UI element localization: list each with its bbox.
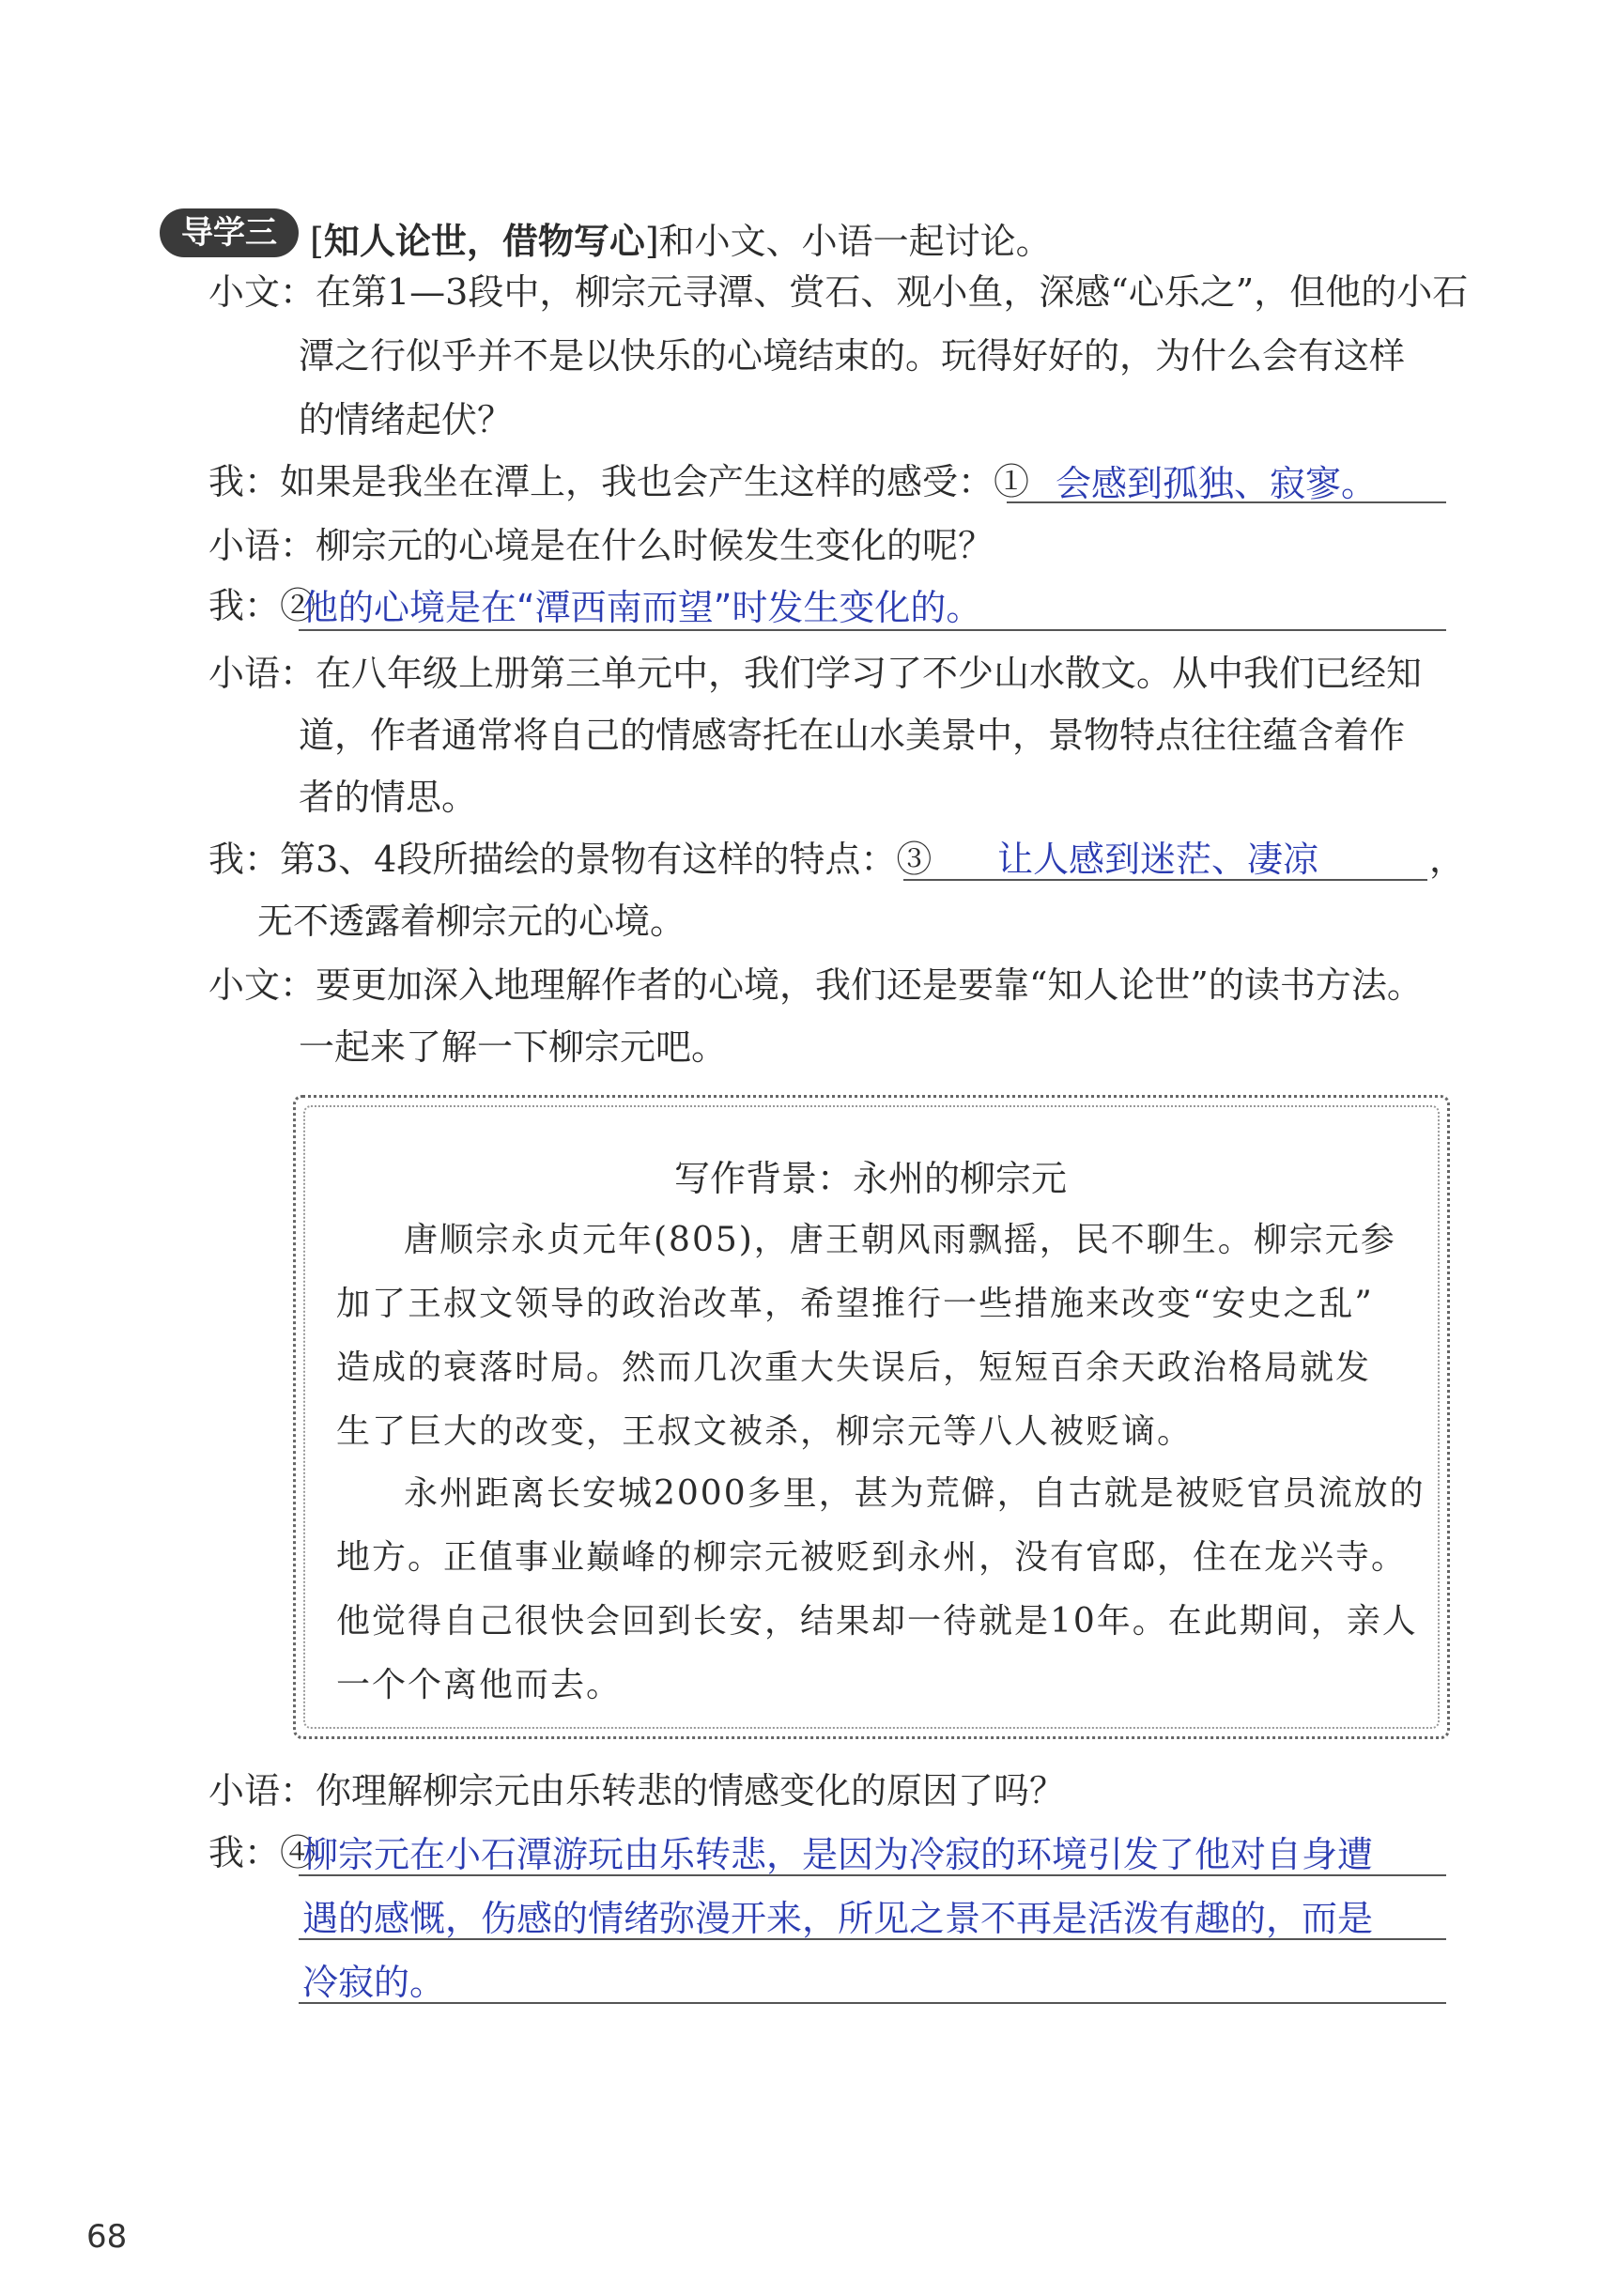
section-header	[310, 212, 1052, 264]
answer-4-line-1: 柳宗元在小石潭游玩由乐转悲，是因为冷寂的环境引发了他对自身遭	[302, 1834, 1374, 1875]
xiaowen-line-3: 的情绪起伏？	[299, 399, 514, 440]
section-badge: 导学三	[160, 208, 299, 257]
wo-prompt-1: 我：如果是我坐在潭上，我也会产生这样的感受：①	[208, 461, 1030, 502]
xiaowen-line-2: 潭之行似乎并不是以快乐的心境结束的。玩得好好的，为什么会有这样	[299, 335, 1406, 377]
wo-prompt-2: 我：②	[208, 585, 316, 626]
answer-4-line-3: 冷寂的。	[302, 1962, 446, 2003]
header-bold-title: 知人论世，借物写心	[323, 220, 645, 262]
wo-3-continuation: 无不透露着柳宗元的心境。	[257, 901, 686, 942]
xiaoyu-line-2: 道，作者通常将自己的情感寄托在山水美景中，景物特点往往蕴含着作	[299, 715, 1406, 756]
header-bracket-close: ]	[644, 221, 659, 262]
header-bracket-open: [	[310, 221, 324, 262]
answer-3: 让人感到迷茫、凄凉	[997, 839, 1319, 880]
header-rest: 和小文、小语一起讨论。	[658, 221, 1052, 262]
background-p1-line-2: 加了王叔文领导的政治改革，希望推行一些措施来改变“安史之乱”	[336, 1285, 1374, 1323]
background-p2-line-2: 地方。正值事业巅峰的柳宗元被贬到永州，没有官邸，住在龙兴寺。	[336, 1538, 1408, 1577]
background-title: 写作背景：永州的柳宗元	[674, 1158, 1068, 1199]
xiaowen2-line-1: 小文：要更加深入地理解作者的心境，我们还是要靠“知人论世”的读书方法。	[208, 964, 1423, 1006]
wo-3-comma: ，	[1429, 839, 1466, 880]
xiaowen-line-1: 小文：在第1—3段中，柳宗元寻潭、赏石、观小鱼，深感“心乐之”，但他的小石	[208, 271, 1469, 313]
answer-2: 他的心境是在“潭西南而望”时发生变化的。	[302, 587, 982, 628]
answer-1: 会感到孤独、寂寥。	[1056, 463, 1378, 504]
xiaowen2-line-2: 一起来了解一下柳宗元吧。	[299, 1026, 728, 1068]
background-p1-line-3: 造成的衰落时局。然而几次重大失误后，短短百余天政治格局就发	[336, 1348, 1372, 1387]
answer-line-4a	[299, 1874, 1446, 1876]
wo-prompt-4: 我：④	[208, 1832, 316, 1873]
background-p2-line-4: 一个个离他而去。	[336, 1666, 623, 1704]
background-p1-line-4: 生了巨大的改变，王叔文被杀，柳宗元等八人被贬谪。	[336, 1412, 1194, 1451]
background-p2-line-1: 永州距离长安城2000多里，甚为荒僻，自古就是被贬官员流放的	[404, 1474, 1426, 1513]
xiaoyu-line-1: 小语：在八年级上册第三单元中，我们学习了不少山水散文。从中我们已经知	[208, 653, 1423, 694]
page-number: 68	[86, 2218, 128, 2256]
answer-line-4b	[299, 1938, 1446, 1940]
wo-prompt-3: 我：第3、4段所描绘的景物有这样的特点：③	[208, 839, 933, 880]
background-p1-line-1: 唐顺宗永贞元年(805)，唐王朝风雨飘摇，民不聊生。柳宗元参	[404, 1221, 1396, 1259]
background-p2-line-3: 他觉得自己很快会回到长安，结果却一待就是10年。在此期间，亲人	[336, 1602, 1418, 1641]
answer-4-line-2: 遇的感慨，伤感的情绪弥漫开来，所见之景不再是活泼有趣的，而是	[302, 1898, 1374, 1939]
xiaoyu-line-3: 者的情思。	[299, 777, 478, 818]
xiaoyu-question-1: 小语：柳宗元的心境是在什么时候发生变化的呢？	[208, 525, 994, 566]
answer-line-4c	[299, 2002, 1446, 2004]
xiaoyu-final-question: 小语：你理解柳宗元由乐转悲的情感变化的原因了吗？	[208, 1770, 1066, 1811]
